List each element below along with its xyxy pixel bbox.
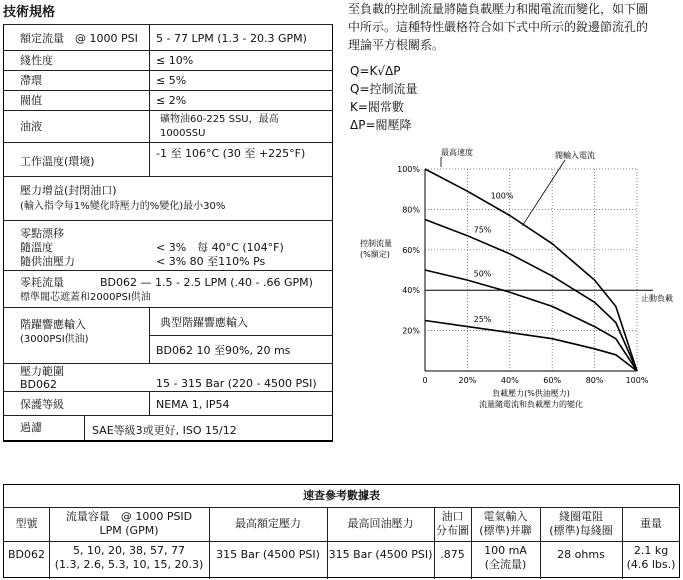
- spec-table: [3, 24, 333, 442]
- spec-value-hysteresis: ≤ 5%: [156, 74, 187, 87]
- divider: [4, 70, 332, 71]
- divider: [4, 415, 332, 416]
- divider: [4, 391, 332, 392]
- spec-value-null-leakage: BD062 — 1.5 - 2.5 LPM (.40 - .66 GPM): [100, 276, 313, 289]
- series-label: 25%: [473, 315, 492, 325]
- annotation-leader: [523, 160, 565, 226]
- header-flow: 流量容量 @ 1000 PSID: [65, 510, 193, 523]
- y-tick-label: 60%: [402, 245, 420, 255]
- spec-value-threshold: ≤ 2%: [156, 94, 187, 107]
- annotation-stall-load: 止動負載: [641, 294, 673, 304]
- spec-label-null-shift-pressure: 隨供油壓力: [20, 255, 75, 268]
- header-model: 型號: [15, 517, 38, 530]
- x-tick-label: 60%: [543, 376, 562, 385]
- divider: [4, 307, 332, 308]
- spec-value-fluid-line1: 礦物油60-225 SSU，最高: [160, 114, 279, 125]
- spec-value-operating-temp: -1 至 106°C (30 至 +225°F): [156, 147, 306, 160]
- annotation-valve-current: 閥輸入電流: [555, 151, 595, 160]
- spec-value-pressure-gain: (輸入指令每1%變化時壓力的%變化)最小30%: [20, 201, 226, 212]
- series-line: [425, 169, 637, 371]
- divider: [149, 335, 332, 336]
- spec-label-fluid: 油液: [20, 120, 42, 133]
- spec-note-null-leakage: 標準閥芯遮蓋和2000PSI供油: [20, 292, 151, 303]
- spec-label-pressure-range-model: BD062: [20, 378, 58, 391]
- spec-label-null-shift-temp: 隨溫度: [20, 241, 53, 254]
- divider: [4, 363, 332, 364]
- y-tick-label: 40%: [402, 286, 420, 296]
- quick-reference-table: [3, 484, 680, 578]
- header-flow-units: LPM (GPM): [99, 524, 159, 537]
- definition-k: K=閥常數: [350, 100, 404, 114]
- cell-port: .875: [440, 548, 465, 561]
- header-coil-resistance-sub: (標準)每綫圈: [549, 524, 613, 537]
- cell-weight-lbs: (4.6 lbs.): [626, 558, 676, 571]
- annotation-max-speed: 最高速度: [441, 148, 473, 157]
- spec-label-linearity: 綫性度: [20, 54, 53, 67]
- spec-label-null-leakage: 零耗流量: [20, 276, 64, 289]
- y-tick-label: 80%: [402, 205, 420, 215]
- cell-weight: 2.1 kg: [633, 544, 669, 557]
- spec-section-title: 技術規格: [3, 5, 56, 20]
- spec-value-filtration: SAE等級3或更好, ISO 15/12: [92, 424, 237, 437]
- divider: [4, 270, 332, 271]
- header-coil-resistance: 綫圈電阻: [559, 510, 603, 523]
- spec-value-linearity: ≤ 10%: [156, 54, 194, 67]
- definition-q: Q=控制流量: [350, 82, 418, 96]
- spec-value-null-shift-temp: < 3% 每 40°C (104°F): [156, 241, 284, 254]
- spec-label-operating-temp: 工作溫度(環境): [20, 155, 95, 168]
- column-divider: [149, 24, 150, 176]
- series-label: 100%: [490, 191, 514, 201]
- formula: Q=K√ΔP: [350, 64, 401, 78]
- spec-value-step-response: BD062 10 至90%, 20 ms: [156, 344, 291, 357]
- spec-label-protection: 保護等級: [20, 398, 64, 411]
- divider: [4, 24, 332, 25]
- spec-label-threshold: 閥值: [20, 94, 42, 107]
- spec-label-pressure-gain: 壓力增益(封閉油口): [20, 184, 117, 197]
- divider: [4, 90, 332, 91]
- spec-label-filtration: 過濾: [20, 421, 42, 434]
- x-tick-label: 0: [422, 376, 428, 385]
- header-electrical-input: 電氣輸入: [483, 510, 528, 523]
- spec-label-pressure-range: 壓力範圍: [20, 365, 64, 378]
- divider: [4, 110, 332, 111]
- x-tick-label: 100%: [625, 376, 649, 385]
- ref-table-title: 速查參考數據表: [303, 489, 380, 502]
- spec-sublabel-step-response: 典型階躍響應輸入: [160, 316, 248, 329]
- x-tick-label: 80%: [585, 376, 604, 385]
- y-tick-label: 20%: [402, 326, 420, 336]
- description-line: 中所示。這種特性嚴格符合如下式中所示的銳邊節流孔的: [348, 20, 649, 34]
- cell-model: BD062: [7, 548, 45, 561]
- series-line: [425, 220, 637, 372]
- column-divider: [149, 391, 150, 415]
- header-electrical-input-sub: (標準)并聯: [479, 524, 532, 537]
- series-line: [425, 270, 637, 371]
- series-label: 75%: [473, 225, 492, 235]
- spec-value-pressure-range: 15 - 315 Bar (220 - 4500 PSI): [156, 377, 317, 390]
- spec-value-fluid-line2: 1000SSU: [160, 128, 206, 139]
- spec-value-protection: NEMA 1, IP54: [156, 398, 230, 411]
- spec-label-rated-flow: 額定流量 @ 1000 PSI: [20, 32, 138, 45]
- description-paragraph: [348, 0, 683, 54]
- header-max-rated-pressure: 最高額定壓力: [235, 517, 301, 530]
- cell-flow: 5, 10, 20, 38, 57, 77: [73, 544, 185, 557]
- x-axis-label-sub: 流量隨電流和負載壓力的變化: [479, 400, 583, 409]
- cell-flow-gpm: (1.3, 2.6, 5.3, 10, 15, 20.3): [54, 558, 204, 571]
- header-weight: 重量: [640, 517, 662, 530]
- series-line: [425, 321, 637, 372]
- y-axis-label-sub: (%額定): [360, 249, 390, 259]
- cell-coil-resistance: 28 ohms: [557, 548, 605, 561]
- cell-max-return-pressure: 315 Bar (4500 PSI): [328, 548, 433, 561]
- chart-plot-area: [360, 148, 673, 409]
- x-axis-label: 負載壓力(%供油壓力): [492, 389, 570, 398]
- series-label: 50%: [473, 269, 492, 279]
- divider: [4, 220, 332, 221]
- x-tick-label: 20%: [458, 376, 477, 385]
- divider: [4, 541, 679, 542]
- divider: [4, 507, 679, 508]
- header-port: 油口: [441, 510, 464, 523]
- spec-label-null-shift: 零點漂移: [20, 227, 64, 240]
- divider: [4, 176, 332, 177]
- x-tick-label: 40%: [500, 376, 519, 385]
- header-port-pattern: 分布圖: [436, 524, 469, 537]
- cell-electrical-input: 100 mA: [484, 544, 527, 557]
- spec-label-step-response: 階躍響應輸入: [20, 318, 86, 331]
- spec-label-step-response-supply: (3000PSI供油): [20, 334, 89, 345]
- spec-value-null-shift-pressure: < 3% 80 至110% Ps: [156, 255, 266, 268]
- divider: [4, 142, 332, 143]
- spec-value-rated-flow: 5 - 77 LPM (1.3 - 20.3 GPM): [156, 32, 307, 45]
- spec-label-hysteresis: 滯環: [20, 74, 42, 87]
- definition-dp: ΔP=閥壓降: [350, 118, 412, 132]
- cell-max-rated-pressure: 315 Bar (4500 PSI): [216, 548, 320, 561]
- y-tick-label: 100%: [397, 165, 420, 174]
- cell-electrical-input-sub: (全流量): [484, 558, 527, 571]
- y-axis-label: 控制流量: [360, 238, 392, 248]
- description-line: 至負載的控制流量將隨負載壓力和閥電流而變化，如下圖: [348, 2, 649, 16]
- flow-pressure-chart: [345, 148, 683, 418]
- header-max-return-pressure: 最高回油壓力: [347, 517, 414, 530]
- divider: [4, 50, 332, 51]
- column-divider: [84, 415, 85, 440]
- description-line: 理論平方根關系。: [348, 38, 445, 52]
